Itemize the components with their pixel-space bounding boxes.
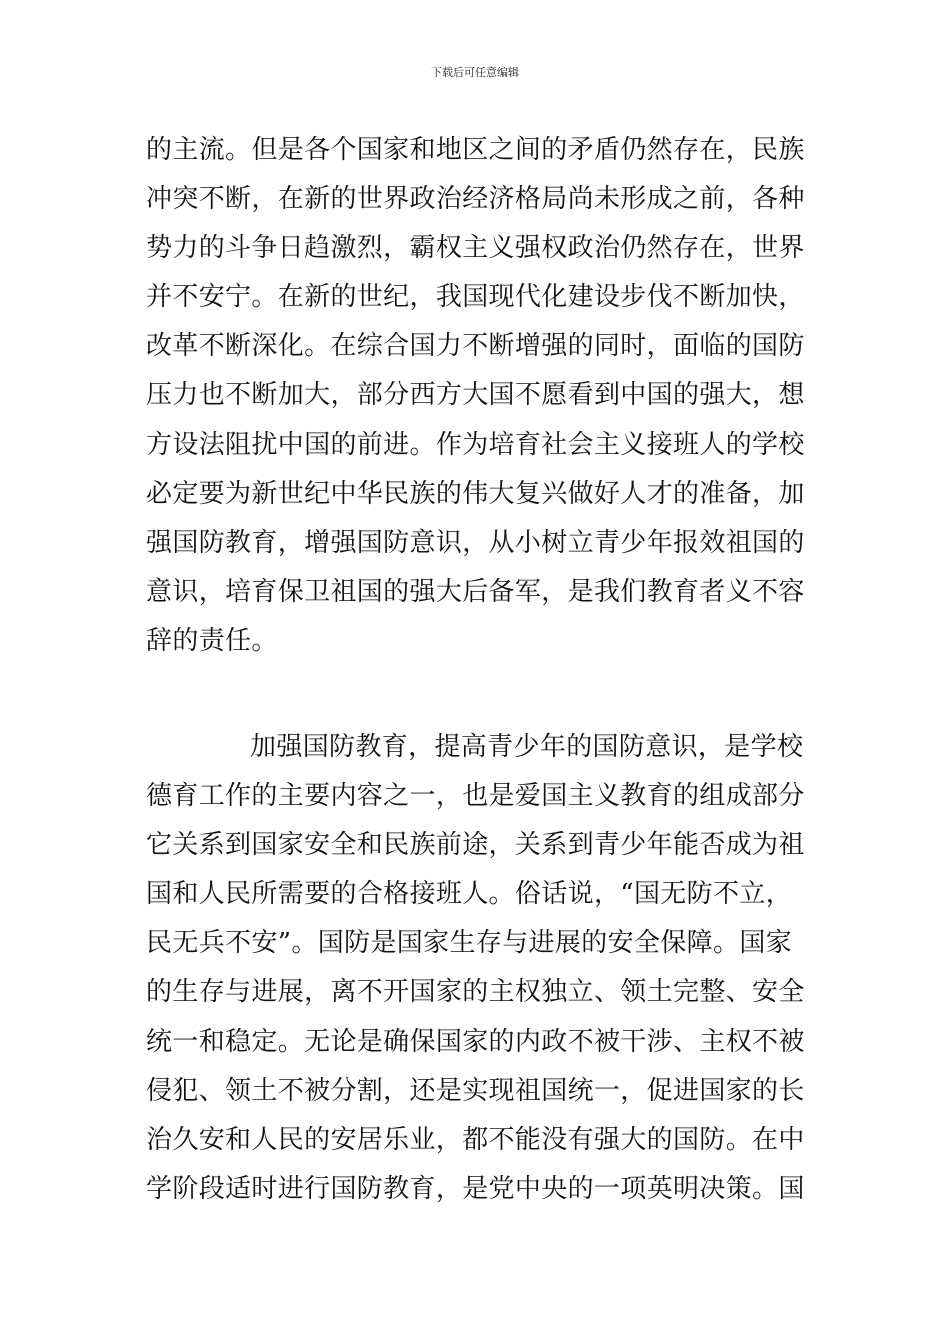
- text-line: 学阶段适时进行国防教育，是党中央的一项英明决策。国: [146, 1173, 805, 1204]
- text-line: 国和人民所需要的合格接班人。俗话说，“国无防不立，: [146, 879, 793, 910]
- text-line: 意识，培育保卫祖国的强大后备军，是我们教育者义不容: [146, 576, 805, 607]
- text-line: 德育工作的主要内容之一，也是爱国主义教育的组成部分: [146, 781, 805, 812]
- text-line: 它关系到国家安全和民族前途，关系到青少年能否成为祖: [146, 830, 805, 861]
- text-line: 的生存与进展，离不开国家的主权独立、领土完整、安全: [146, 977, 805, 1008]
- paragraph-2: [146, 723, 816, 1214]
- text-line: 改革不断深化。在综合国力不断增强的同时，面临的国防: [146, 331, 805, 362]
- text-line: 必定要为新世纪中华民族的伟大复兴做好人才的准备，加: [146, 478, 805, 509]
- text-line: 民无兵不安”。国防是国家生存与进展的安全保障。国家: [146, 928, 793, 959]
- text-line: 并不安宁。在新的世纪，我国现代化建设步伐不断加快，: [146, 282, 805, 313]
- text-line-indented: 加强国防教育，提高青少年的国防意识，是学校: [250, 732, 804, 762]
- text-line: 侵犯、领土不被分割，还是实现祖国统一，促进国家的长: [146, 1075, 805, 1106]
- text-line: 冲突不断，在新的世界政治经济格局尚未形成之前，各种: [146, 184, 805, 215]
- text-line: 强国防教育，增强国防意识，从小树立青少年报效祖国的: [146, 527, 805, 558]
- text-line: 治久安和人民的安居乐业，都不能没有强大的国防。在中: [146, 1124, 805, 1155]
- text-line: 势力的斗争日趋激烈，霸权主义强权政治仍然存在，世界: [146, 233, 805, 264]
- text-line: 统一和稳定。无论是确保国家的内政不被干涉、主权不被: [146, 1026, 805, 1057]
- page-header: 下载后可任意编辑: [431, 66, 519, 79]
- text-line: 辞的责任。: [146, 625, 278, 656]
- paragraph-1: [146, 126, 816, 666]
- text-line: 的主流。但是各个国家和地区之间的矛盾仍然存在，民族: [146, 135, 805, 165]
- text-line: 压力也不断加大，部分西方大国不愿看到中国的强大，想: [146, 380, 805, 411]
- text-line: 方设法阻扰中国的前进。作为培育社会主义接班人的学校: [146, 429, 805, 460]
